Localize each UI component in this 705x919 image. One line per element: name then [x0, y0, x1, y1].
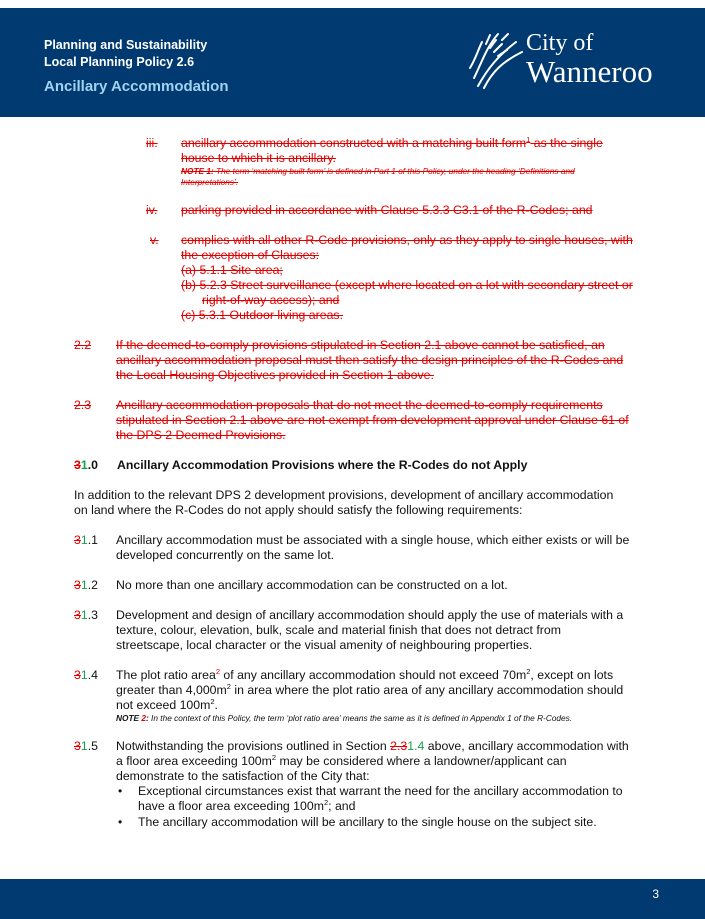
clause-1-1-line-2: developed concurrently on the same lot. [116, 548, 335, 562]
section-2-2-number: 2.2 [74, 338, 92, 352]
page-footer [0, 879, 705, 919]
section-2-3-line-2: stipulated in Section 2.1 above are not exempt from development approval under Clause 61 of [116, 413, 629, 427]
section-2-2-line-1: If the deemed-to-comply provisions stipulated in Section 2.1 above cannot be satisfied, an [116, 338, 605, 352]
clause-v-number: v. [150, 233, 159, 247]
bullet-2-text: The ancillary accommodation will be ancillary to the single house on the subject site. [138, 815, 597, 829]
section-3-heading: Ancillary Accommodation Provisions where the R-Codes do not Apply [117, 458, 528, 472]
clause-iv-text: parking provided in accordance with Clause 5.3.3 C3.1 of the R-Codes; and [181, 203, 593, 217]
bullet-1-line-2: have a floor area exceeding $100m^2$; and [138, 797, 356, 813]
header-top-strip [0, 0, 705, 8]
clause-1-5-number: 31.5 [74, 739, 98, 753]
section-2-3-line-3: the DPS 2 Deemed Provisions. [116, 428, 286, 442]
city-of-wanneroo-logo [468, 28, 678, 92]
section-3-intro-line-2: on land where the R-Codes do not apply should satisfy the following requirements: [74, 503, 523, 517]
clause-v-c: (c) 5.3.1 Outdoor living areas. [181, 308, 343, 322]
clause-1-5-line-1: Notwithstanding the provisions outlined in Section 2.31.4 above, ancillary accommodation with [116, 739, 629, 753]
clause-1-5-line-2: a floor area exceeding $100m^2$ may be considered where a landowner/applicant can [116, 752, 567, 768]
header-department: Planning and Sustainability [44, 38, 208, 52]
clause-1-4-line-1: The plot ratio area$^2$ of any ancillary accommodation should not exceed $70m^2$, except on lots [116, 666, 614, 682]
bullet-1-line-1: Exceptional circumstances exist that warrant the need for the ancillary accommodation to [138, 784, 623, 798]
page-header [0, 0, 705, 117]
clause-1-3-line-2: texture, colour, elevation, bulk, scale and material finish that does not detract from [116, 623, 561, 637]
clause-iv-number: iv. [146, 203, 158, 217]
clause-v-line-2: the exception of Clauses: [181, 248, 320, 262]
bullet-2-marker: • [118, 815, 123, 829]
note-1-line-2: Interpretations’. [181, 177, 239, 187]
clause-1-4-line-3: not exceed $100m^2$. [116, 696, 218, 712]
header-policy-title: Ancillary Accommodation [44, 78, 229, 95]
clause-1-4-line-2: greater than $4,000m^2$ in area where the plot ratio area of any ancillary accommodation should [116, 681, 624, 697]
clause-1-3-line-3: streetscape, local character or the visual amenity of neighbouring properties. [116, 638, 533, 652]
clause-iii-line-2: house to which it is ancillary. [181, 151, 336, 165]
clause-v-b-line-1: (b) 5.2.3 Street surveillance (except where located on a lot with secondary street or [181, 278, 633, 292]
clause-1-3-number: 31.3 [74, 608, 98, 622]
clause-iii-line-1: ancillary accommodation constructed with a matching built form$^1$ as the single [181, 134, 603, 150]
header-policy-number: Local Planning Policy 2.6 [44, 55, 195, 69]
page-number: 3 [652, 887, 659, 901]
footnote-2-ref: 2 [215, 666, 220, 676]
section-2-2-line-3: the Local Housing Objectives provided in Section 1 above. [116, 368, 434, 382]
clause-1-2-text: No more than one ancillary accommodation can be constructed on a lot. [116, 578, 508, 592]
clause-iii-number: iii. [146, 136, 158, 150]
section-3-intro-line-1: In addition to the relevant DPS 2 development provisions, development of ancillary accommodation [74, 488, 614, 502]
section-2-3-line-1: Ancillary accommodation proposals that do not meet the deemed-to-comply requirements [116, 398, 603, 412]
clause-v-a: (a) 5.1.1 Site area; [181, 263, 283, 277]
section-2-3-number: 2.3 [74, 398, 92, 412]
clause-1-3-line-1: Development and design of ancillary accommodation should apply the use of materials with a [116, 608, 624, 622]
note-1: NOTE 1: The term ‘matching built form’ is defined in Part 1 of this Policy, under the heading ‘Definitions and [181, 166, 575, 176]
clause-1-5-line-3: demonstrate to the satisfaction of the City that: [116, 769, 370, 783]
clause-v-line-1: complies with all other R-Code provisions, only as they apply to single houses, with [181, 233, 633, 247]
logo-wanneroo: Wanneroo [526, 54, 653, 89]
clause-v-b-line-2: right-of-way access); and [202, 293, 340, 307]
section-2-2-line-2: ancillary accommodation proposal must then satisfy the design principles of the R-Codes and [116, 353, 624, 367]
clause-1-4-number: 31.4 [74, 668, 98, 682]
clause-1-1-line-1: Ancillary accommodation must be associated with a single house, which either exists or will be [116, 533, 630, 547]
logo-city-of: City of [526, 30, 594, 56]
footnote-1-ref: 1 [526, 134, 531, 144]
bullet-1-marker: • [118, 784, 123, 798]
note-2: NOTE 2: In the context of this Policy, the term ‘plot ratio area’ means the same as it is defined in Appendix 1 of the R-Codes. [116, 713, 573, 723]
clause-1-2-number: 31.2 [74, 578, 98, 592]
logo-emblem-icon [468, 28, 528, 92]
section-3-number: 31.0 [74, 458, 98, 472]
clause-1-1-number: 31.1 [74, 533, 98, 547]
